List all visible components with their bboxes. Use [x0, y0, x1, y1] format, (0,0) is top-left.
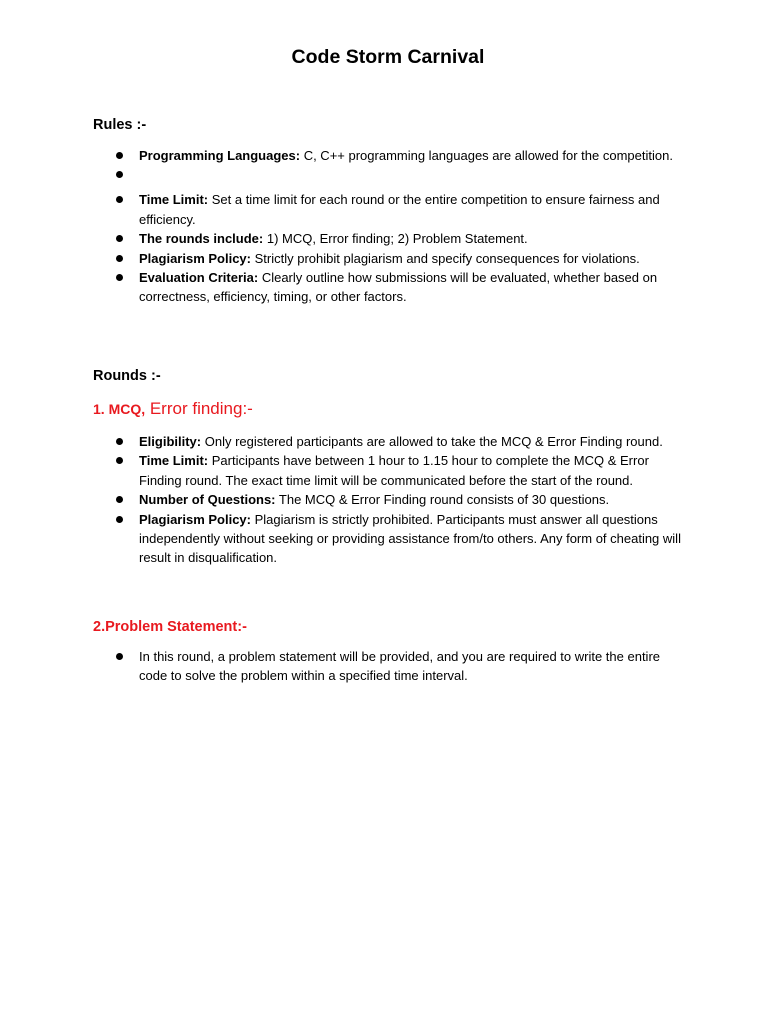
item-term: Eligibility: [139, 434, 202, 449]
item-term: Programming Languages: [139, 148, 301, 163]
round1-heading-prefix: 1. MCQ, [93, 401, 146, 417]
list-item [0, 268, 689, 307]
rounds-heading: Rounds :- [93, 368, 161, 384]
round1-heading-rest: Error finding:- [145, 399, 253, 418]
list-item [0, 451, 689, 490]
list-item [0, 490, 689, 509]
round2-list [0, 647, 768, 686]
bullet-icon [116, 274, 123, 281]
item-text: Set a time limit for each round or the entire competition to ensure fairness and efficiency. [139, 192, 660, 227]
list-item [0, 432, 689, 451]
list-item [0, 510, 689, 568]
bullet-icon [116, 653, 123, 660]
bullet-icon [116, 496, 123, 503]
bullet-icon [116, 235, 123, 242]
bullet-icon [116, 516, 123, 523]
bullet-icon [116, 196, 123, 203]
item-term: Time Limit: [139, 453, 209, 469]
rules-list [0, 146, 768, 307]
bullet-icon [116, 255, 123, 262]
item-term: Number of Questions: [139, 492, 276, 508]
bullet-icon [116, 457, 123, 464]
round2-heading: 2.Problem Statement:- [93, 619, 247, 635]
item-term: Time Limit: [139, 192, 209, 208]
list-item [0, 165, 689, 190]
item-text: Plagiarism is strictly prohibited. Participants must answer all questions independently without seeking or providing assistance from/to others. Any form of cheating will result in disqualification. [139, 511, 681, 566]
list-item [0, 647, 689, 686]
item-text: 1) MCQ, Error finding; 2) Problem Statement. [263, 231, 528, 247]
bullet-icon [116, 152, 123, 159]
item-term: Plagiarism Policy: [139, 250, 251, 266]
list-item [0, 146, 689, 165]
page-title: Code Storm Carnival [291, 46, 485, 68]
round1-list [0, 432, 768, 568]
list-item [0, 229, 689, 248]
item-text: The MCQ & Error Finding round consists of 30 questions. [275, 492, 610, 508]
item-term: Evaluation Criteria: [139, 270, 259, 286]
round1-heading [93, 398, 253, 421]
list-item [0, 190, 689, 229]
item-text: Clearly outline how submissions will be evaluated, whether based on correctness, efficiency, timing, or other factors. [139, 270, 658, 305]
item-text: Strictly prohibit plagiarism and specify consequences for violations. [251, 250, 640, 266]
rules-heading: Rules :- [93, 117, 147, 133]
list-item [0, 249, 689, 268]
item-text: Only registered participants are allowed to take the MCQ & Error Finding round. [201, 434, 663, 449]
bullet-icon [116, 438, 123, 445]
item-text: C, C++ programming languages are allowed for the competition. [300, 148, 673, 163]
item-text: Participants have between 1 hour to 1.15 hour to complete the MCQ & Error Finding round. The exact time limit will be communicated before the start of the round. [139, 453, 649, 488]
item-term: Plagiarism Policy: [139, 511, 251, 527]
item-term: The rounds include: [139, 231, 264, 247]
bullet-icon [116, 171, 123, 178]
item-text: In this round, a problem statement will be provided, and you are required to write the entire code to solve the problem within a specified time interval. [139, 649, 661, 684]
